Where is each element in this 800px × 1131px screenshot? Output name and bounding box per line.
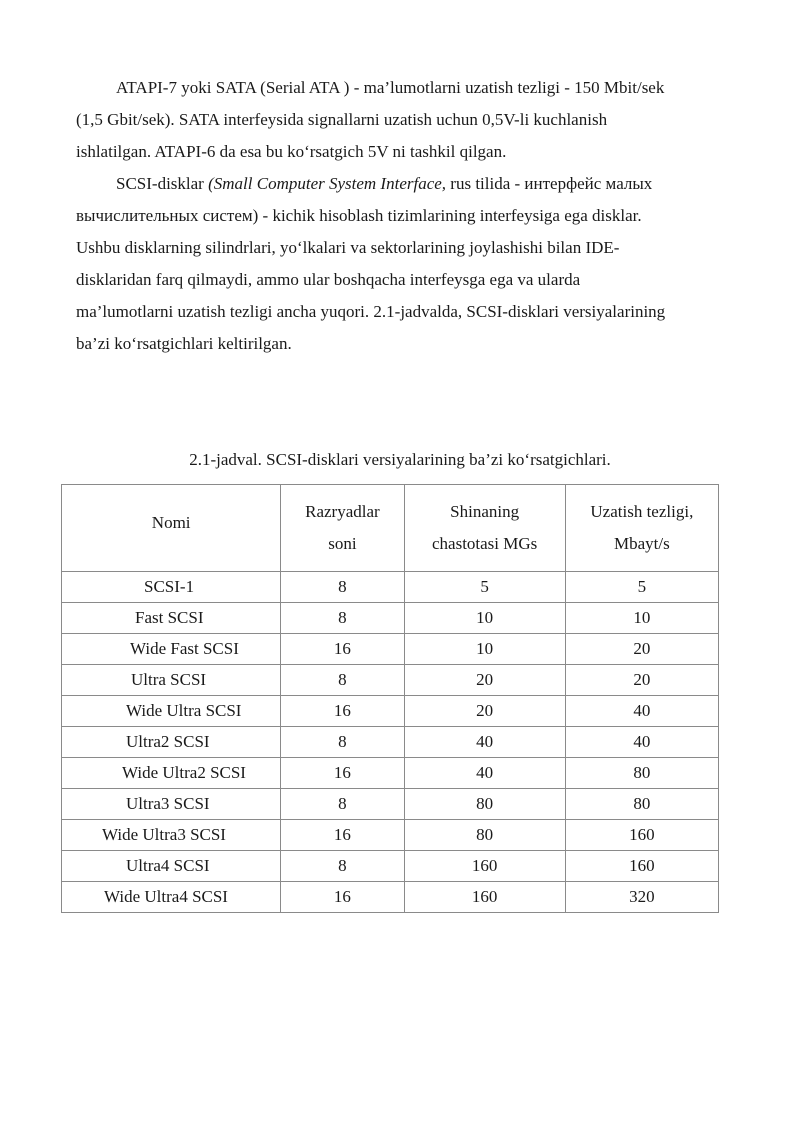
cell-name: Ultra4 SCSI <box>62 851 281 882</box>
header-text: Shinaning <box>450 502 520 521</box>
cell-name: Ultra SCSI <box>62 665 281 696</box>
cell-name: Wide Ultra4 SCSI <box>62 882 281 913</box>
table-header-row <box>62 485 719 572</box>
paragraph-sata <box>76 72 742 168</box>
header-text: Uzatish tezligi, <box>590 502 694 521</box>
cell-speed: 10 <box>565 603 718 634</box>
cell-bits: 8 <box>281 603 404 634</box>
cell-frequency: 40 <box>404 727 565 758</box>
cell-speed: 160 <box>565 851 718 882</box>
cell-speed: 80 <box>565 758 718 789</box>
header-speed <box>565 485 718 572</box>
cell-bits: 8 <box>281 727 404 758</box>
cell-speed: 160 <box>565 820 718 851</box>
table-caption: 2.1-jadval. SCSI-disklari versiyalarining ba’zi ko‘rsatgichlari. <box>189 450 611 469</box>
cell-bits: 8 <box>281 572 404 603</box>
cell-frequency: 20 <box>404 696 565 727</box>
cell-frequency: 10 <box>404 603 565 634</box>
header-name: Nomi <box>62 485 281 572</box>
cell-frequency: 5 <box>404 572 565 603</box>
header-text: Mbayt/s <box>614 534 670 553</box>
cell-name: Ultra2 SCSI <box>62 727 281 758</box>
cell-name: Wide Ultra3 SCSI <box>62 820 281 851</box>
table-row <box>62 851 719 882</box>
scsi-versions-table <box>61 484 719 913</box>
cell-name: Fast SCSI <box>62 603 281 634</box>
cell-name: Wide Ultra SCSI <box>62 696 281 727</box>
cell-name: Wide Ultra2 SCSI <box>62 758 281 789</box>
cell-bits: 8 <box>281 665 404 696</box>
table-row <box>62 727 719 758</box>
text-line: (1,5 Gbit/sek). SATA interfeysida signallarni uzatish uchun 0,5V-li kuchlanish <box>76 110 608 129</box>
cell-frequency: 80 <box>404 789 565 820</box>
text-line <box>76 168 742 200</box>
table-row <box>62 758 719 789</box>
cell-frequency: 160 <box>404 882 565 913</box>
cell-speed: 5 <box>565 572 718 603</box>
cell-bits: 8 <box>281 789 404 820</box>
text-line: disklaridan farq qilmaydi, ammo ular boshqacha interfeysga ega va ularda <box>76 270 581 289</box>
text-span: rus tilida - интерфейс малых <box>446 174 653 193</box>
cell-bits: 8 <box>281 851 404 882</box>
cell-bits: 16 <box>281 696 404 727</box>
table-row <box>62 603 719 634</box>
cell-bits: 16 <box>281 820 404 851</box>
text-line: Ushbu disklarning silindrlari, yo‘lkalari va sektorlarining joylashishi bilan IDE- <box>76 238 620 257</box>
table-row <box>62 882 719 913</box>
table-row <box>62 696 719 727</box>
cell-speed: 40 <box>565 696 718 727</box>
header-text: Razryadlar <box>305 502 380 521</box>
table-row <box>62 789 719 820</box>
table-row <box>62 665 719 696</box>
table-row <box>62 820 719 851</box>
cell-speed: 20 <box>565 665 718 696</box>
text-line: ba’zi ko‘rsatgichlari keltirilgan. <box>76 334 292 353</box>
cell-frequency: 160 <box>404 851 565 882</box>
cell-bits: 16 <box>281 882 404 913</box>
cell-speed: 40 <box>565 727 718 758</box>
header-bits <box>281 485 404 572</box>
cell-name: Wide Fast SCSI <box>62 634 281 665</box>
header-text: soni <box>328 534 357 553</box>
text-line: вычислительных систем) - kichik hisoblash tizimlarining interfeysiga ega disklar. <box>76 206 642 225</box>
text-line: ATAPI-7 yoki SATA (Serial ATA ) - ma’lumotlarni uzatish tezligi - 150 Mbit/sek <box>116 78 665 97</box>
cell-frequency: 20 <box>404 665 565 696</box>
cell-name: SCSI-1 <box>62 572 281 603</box>
table-row <box>62 572 719 603</box>
table-row <box>62 634 719 665</box>
text-line: ishlatilgan. ATAPI-6 da esa bu ko‘rsatgich 5V ni tashkil qilgan. <box>76 142 507 161</box>
italic-term: (Small Computer System Interface, <box>208 174 447 193</box>
text-line: ma’lumotlarni uzatish tezligi ancha yuqori. 2.1-jadvalda, SCSI-disklari versiyalarining <box>76 302 666 321</box>
cell-name: Ultra3 SCSI <box>62 789 281 820</box>
cell-frequency: 40 <box>404 758 565 789</box>
cell-bits: 16 <box>281 634 404 665</box>
text-span: SCSI-disklar <box>116 174 209 193</box>
header-text: chastotasi MGs <box>431 534 538 553</box>
paragraph-scsi <box>76 168 742 360</box>
cell-speed: 80 <box>565 789 718 820</box>
header-frequency <box>404 485 565 572</box>
cell-frequency: 80 <box>404 820 565 851</box>
cell-bits: 16 <box>281 758 404 789</box>
cell-speed: 20 <box>565 634 718 665</box>
cell-speed: 320 <box>565 882 718 913</box>
cell-frequency: 10 <box>404 634 565 665</box>
